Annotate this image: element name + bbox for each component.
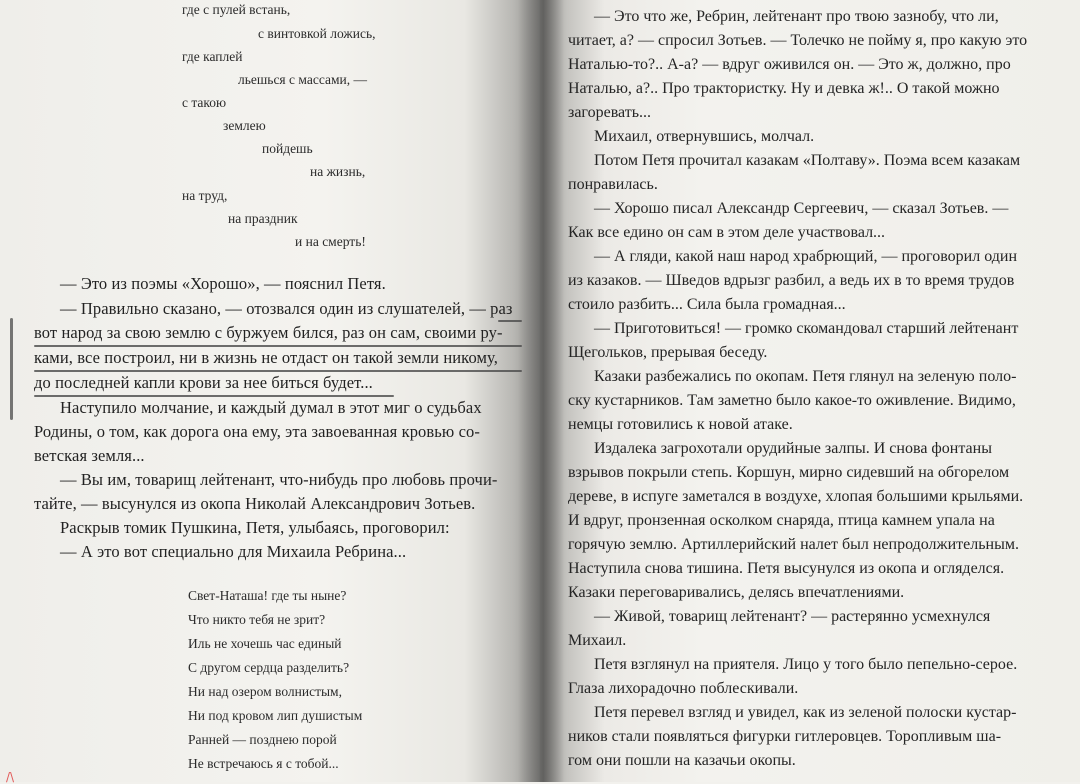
right-text-line: немцы готовились к новой атаке. [568,416,793,433]
right-text-line: взрывов покрыли степь. Коршун, мирно сидевший на обгорелом [568,464,1010,481]
right-text-line: горячую землю. Артиллерийский налет был непродолжительным. [568,536,1019,553]
pencil-underline [498,320,522,322]
right-text-line: понравилась. [568,176,658,193]
right-text-line: Глаза лихорадочно поблескивали. [568,680,799,697]
right-text-line: ников стали появляться фигурки гитлеровцев. Торопливым ша- [568,728,1002,745]
right-text-line: из казаков. — Шведов вдрызг разбил, а ведь их в то время трудов [568,272,1015,289]
right-text-line: — Хорошо писал Александр Сергеевич, — сказал Зотьев. — [594,200,1009,217]
right-text-line: Потом Петя прочитал казакам «Полтаву». Поэма всем казакам [594,152,1021,169]
right-text-line: ску кустарников. Там заметно было какое-то оживление. Видимо, [568,392,1016,409]
prose-line: — А это вот специально для Михаила Ребрина... [60,542,407,561]
right-text-line: загоревать... [568,104,652,121]
right-text-line: дереве, в испуге заметался в воздухе, хлопая большими крыльями. [568,488,1024,505]
poem2-line: Ранней — позднею порой [188,732,337,747]
poem2-line: Не встречаюсь я с тобой... [188,756,339,771]
poem1-line: где каплей [182,49,243,64]
poem1-line: на труд, [182,188,228,203]
right-text-line: Наталью, а?.. Про трактористку. Ну и девка ж!.. О такой можно [568,80,1000,97]
prose-line: ками, все построил, ни в жизнь не отдаст он такой земли никому, [34,348,498,367]
right-text-line: Петя перевел взгляд и увидел, как из зеленой полоски кустар- [594,704,1017,721]
right-text-line: читает, а? — спросил Зотьев. — Толечко не пойму я, про какую это [568,32,1028,49]
right-text-line: Щегольков, прерывая беседу. [568,344,768,361]
right-text-line: — Приготовиться! — громко скомандовал старший лейтенант [594,320,1019,337]
pencil-underline [34,395,394,397]
poem1-line: где с пулей встань, [182,2,291,17]
poem1-line: с такою [182,95,227,110]
prose-line: — Вы им, товарищ лейтенант, что-нибудь про любовь прочи- [60,470,498,489]
poem1-line: на жизнь, [310,164,366,179]
right-text-line: Михаил, отвернувшись, молчал. [594,128,815,145]
poem1-line: и на смерть! [295,234,366,249]
right-text-line: — А гляди, какой наш народ храбрющий, — проговорил один [594,248,1017,265]
poem1-line: землею [223,118,266,133]
right-text-line: Петя взглянул на приятеля. Лицо у того было пепельно-серое. [594,656,1018,673]
corner-mark: /\ [6,770,15,784]
prose-line: Наступило молчание, и каждый думал в этот миг о судьбах [60,398,482,417]
pencil-margin-bracket [10,318,13,420]
prose-line: — Это из поэмы «Хорошо», — пояснил Петя. [60,274,386,293]
prose-line: ветская земля... [34,446,145,465]
right-text-line: гом они пошли на казачьи окопы. [568,752,796,769]
poem1-line: льешься с массами, — [238,72,367,87]
prose-line: тайте, — высунулся из окопа Николай Александрович Зотьев. [34,494,476,513]
poem2-line: Иль не хочешь час единый [188,636,342,651]
right-text-line: И вдруг, пронзенная осколком снаряда, птица камнем упала на [568,512,995,529]
right-text-line: Как все едино он сам в этом деле участвовал... [568,224,886,241]
right-text-line: Казаки разбежались по окопам. Петя глянул на зеленую поло- [594,368,1017,385]
book-gutter [518,0,564,782]
poem1-line: пойдешь [262,141,313,156]
right-text-line: стоило разбить... Сила была громадная... [568,296,846,313]
poem1-line: на праздник [228,211,298,226]
pencil-underline [34,345,522,347]
right-text-line: Наталью-то?.. А-а? — вдруг оживился он. — Это ж, должно, про [568,56,1011,73]
poem2-line: Ни над озером волнистым, [188,684,342,699]
prose-line: до последней капли крови за нее биться будет... [34,373,373,392]
right-text-line: Казаки переговаривались, делясь впечатлениями. [568,584,905,601]
poem2-line: Ни под кровом лип душистым [188,708,363,723]
right-text-line: — Живой, товарищ лейтенант? — растерянно усмехнулся [594,608,991,625]
prose-line: вот народ за свою землю с буржуем бился, раз он сам, своими ру- [34,323,503,342]
poem1-line: с винтовкой ложись, [258,26,376,41]
right-text-line: Наступила снова тишина. Петя высунулся из окопа и огляделся. [568,560,1005,577]
prose-line: — Правильно сказано, — отозвался один из слушателей, — раз [60,299,513,318]
right-text-line: — Это что же, Ребрин, лейтенант про твою зазнобу, что ли, [594,8,999,25]
right-text-line: Михаил. [568,632,627,649]
prose-line: Родины, о том, как дорога она ему, эта завоеванная кровью со- [34,422,480,441]
pencil-underline [34,370,522,372]
right-text-line: Издалека загрохотали орудийные залпы. И снова фонтаны [594,440,992,457]
poem2-line: Что никто тебя не зрит? [188,612,326,627]
poem2-line: С другом сердца разделить? [188,660,350,675]
prose-line: Раскрыв томик Пушкина, Петя, улыбаясь, проговорил: [60,518,450,537]
poem2-line: Свет-Наташа! где ты ныне? [188,588,347,603]
